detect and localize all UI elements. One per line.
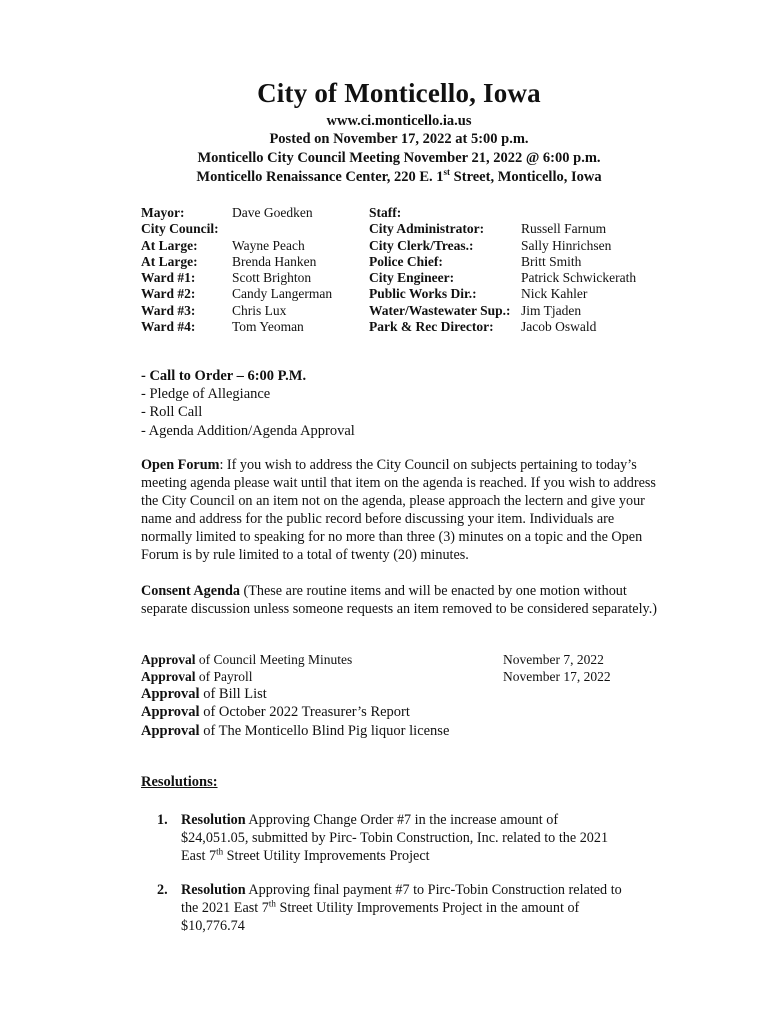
staff-name [521,205,636,221]
page-title: City of Monticello, Iowa [257,78,541,108]
staff-name: Sally Hinrichsen [521,237,612,253]
opening-items [141,367,355,440]
opening-item: - Pledge of Allegiance [141,386,271,403]
official-name: Dave Goedken [232,205,313,220]
meeting-line: Monticello City Council Meeting November 21, 2022 @ 6:00 p.m. [197,150,601,166]
official-name: Tom Yeoman [232,319,304,335]
official-name: Brenda Hanken [232,253,317,269]
official-role: Mayor: [141,205,185,220]
open-forum-paragraph [141,456,661,565]
resolution-item: 2. Resolution Approving final payment #7 to Pirc-Tobin Construction related to the 2021 East 7th Street Utility Improvements Project in the amount of $10,776.74 [157,882,622,935]
consent-agenda-text: (These are routine items and will be enacted by one motion without separate discussion unless someone requests an item removed to be considered separately.) [141,583,657,618]
staff-role: Staff: [369,205,402,220]
consent-agenda-paragraph [141,582,661,618]
officials-names [232,205,332,335]
staff-role: Water/Wastewater Sup.: [369,302,511,318]
staff-name: Patrick Schwickerath [521,270,637,286]
resolution-item: 1. Resolution Approving Change Order #7 in the increase amount of $24,051.05, submitted by Pirc- Tobin Construction, Inc. related to the 2021 East 7th Street Utility Improvements Project [157,812,609,865]
resolution-number: 1. [157,812,168,828]
staff-role: Park & Rec Director: [369,319,494,335]
officials-roles [141,205,219,335]
approval-item: Approval of The Monticello Blind Pig liquor license [141,722,450,739]
staff-name: Jacob Oswald [521,319,597,335]
official-name: Wayne Peach [232,237,305,253]
open-forum-label: Open Forum [141,457,220,473]
resolution-number: 2. [157,882,168,898]
opening-item: - Agenda Addition/Agenda Approval [141,422,355,439]
approval-date: November 7, 2022 [503,652,604,667]
staff-role: Public Works Dir.: [369,286,477,302]
staff-names [521,205,636,335]
staff-role: Police Chief: [369,253,443,269]
official-role: Ward #1: [141,270,196,286]
approval-list [141,652,621,740]
website-line: www.ci.monticello.ia.us [326,113,472,129]
approval-date: November 17, 2022 [503,668,611,684]
official-role: Ward #3: [141,302,196,318]
consent-agenda-label: Consent Agenda [141,583,240,599]
official-name [232,221,332,237]
official-role: Ward #4: [141,319,196,335]
posted-line: Posted on November 17, 2022 at 5:00 p.m. [269,131,529,147]
official-role: City Council: [141,221,219,237]
opening-item: - Roll Call [141,404,203,421]
staff-role: City Clerk/Treas.: [369,237,474,253]
staff-name: Britt Smith [521,253,582,269]
staff-role: City Administrator: [369,221,485,237]
approval-item: Approval of October 2022 Treasurer’s Report [141,704,410,721]
official-role: Ward #2: [141,286,196,302]
official-role: At Large: [141,237,198,253]
staff-name: Nick Kahler [521,286,588,302]
location-line: Monticello Renaissance Center, 220 E. 1st Street, Monticello, Iowa [196,167,602,185]
approval-item: Approval of Council Meeting Minutes November 7, 2022 [141,652,604,667]
staff-name: Russell Farnum [521,221,607,237]
staff-role: City Engineer: [369,270,455,286]
approval-item: Approval of Bill List [141,686,267,702]
approval-item: Approval of Payroll November 17, 2022 [141,668,611,684]
open-forum-text: : If you wish to address the City Council on subjects pertaining to today’s meeting agenda please wait until that item on the agenda is reached. If you wish to address the City Council on an item not on the agenda, please approach the lectern and give your name and address for the public record before discussing your item. Individuals are normally limited to speaking for no more than three (3) minutes on a topic and the Open Forum is by rule limited to a total of twenty (20) minutes. [141,457,656,564]
staff-name: Jim Tjaden [521,302,582,318]
staff-roles [369,205,511,335]
resolutions-heading: Resolutions: [141,774,218,790]
official-name: Chris Lux [232,302,287,318]
official-name: Scott Brighton [232,270,312,286]
official-name: Candy Langerman [232,286,333,302]
call-to-order: - Call to Order – 6:00 P.M. [141,368,307,384]
official-role: At Large: [141,253,198,269]
